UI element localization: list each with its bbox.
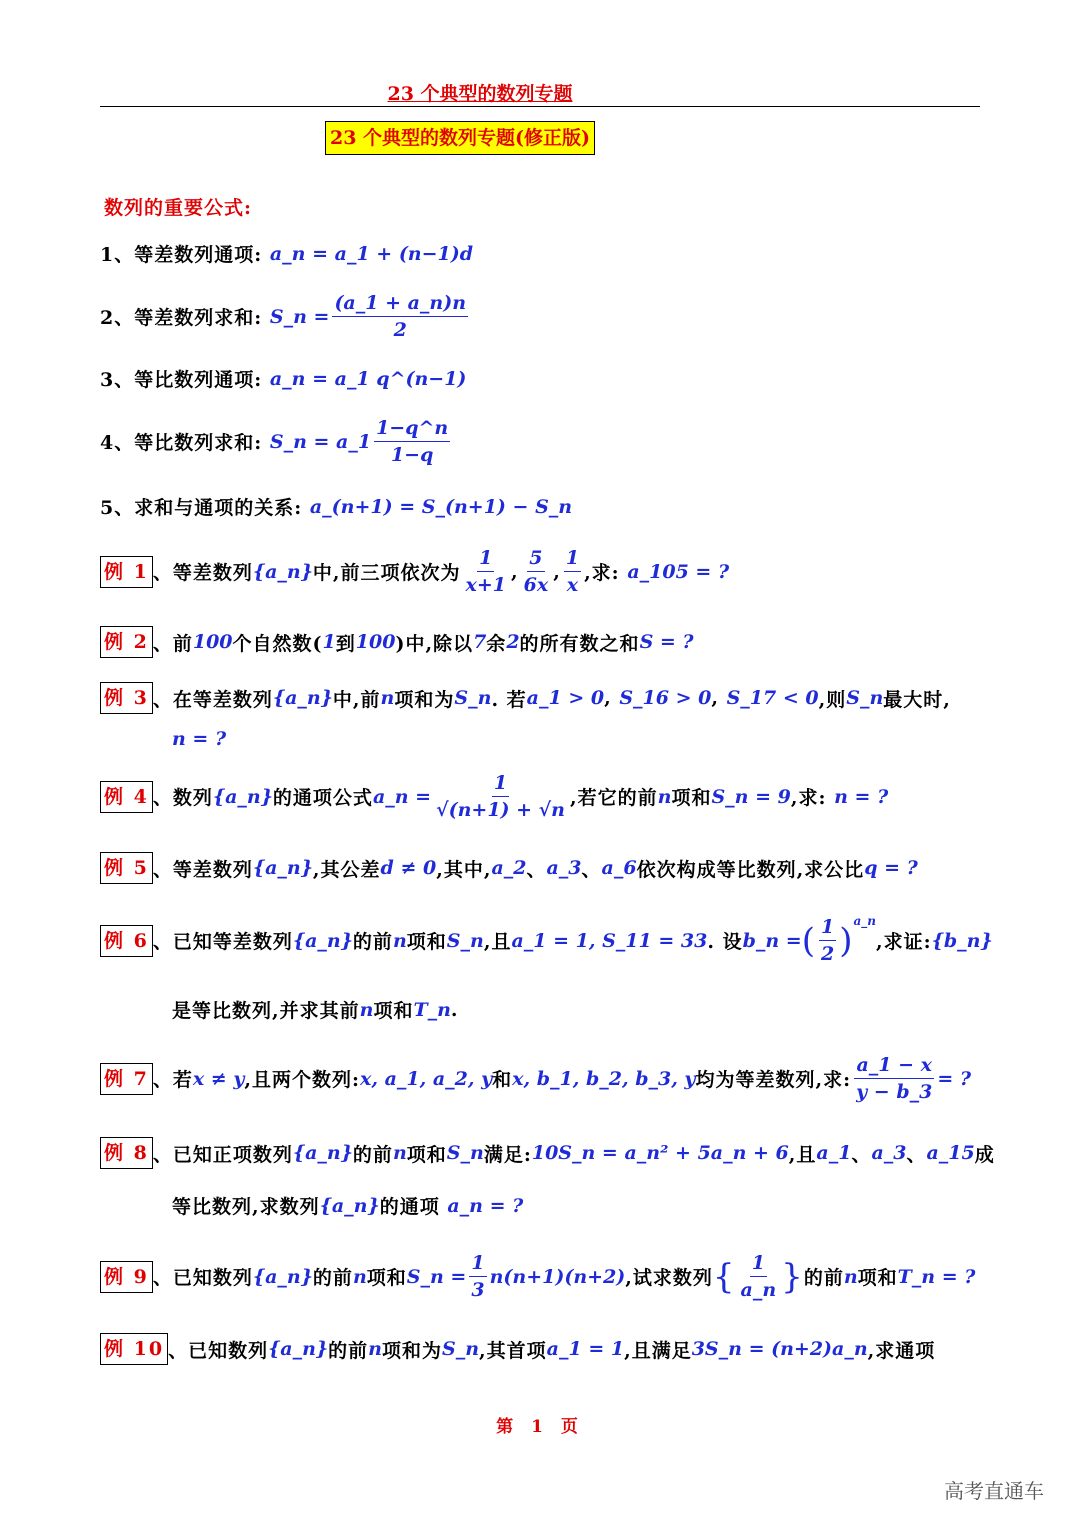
- example-text: ,且: [483, 931, 512, 953]
- example-text: 等比数列,求数列: [172, 1196, 320, 1218]
- math-expr: S_17 < 0: [726, 687, 819, 709]
- denominator: x: [566, 574, 579, 596]
- example-text: 项和: [373, 1000, 414, 1022]
- numerator: (a_1 + a_n)n: [332, 290, 468, 317]
- formula-3: [100, 365, 466, 392]
- numerator: 1−q^n: [374, 415, 450, 442]
- page-number: 第 1 页: [496, 1417, 584, 1437]
- example-text: 最大时,: [883, 688, 951, 711]
- example-text: 、: [526, 858, 547, 881]
- example-text: 的通项公式: [272, 787, 373, 809]
- math-expr: a_1 = 1, S_11 = 33: [511, 929, 708, 952]
- example-text: 项和: [857, 1267, 898, 1289]
- formula-2: [100, 290, 471, 343]
- example-text: 、已知数列: [168, 1339, 269, 1362]
- math-expr: 1: [322, 631, 336, 653]
- numerator: a_1 − x: [854, 1052, 934, 1079]
- math-expr: n: [380, 687, 395, 709]
- example-tag: 例 7: [100, 1063, 153, 1095]
- math-expr: a_2: [491, 857, 527, 879]
- section-heading: 数列的重要公式:: [104, 197, 253, 219]
- example-text: 、等差数列: [152, 858, 253, 881]
- math-expr: a_1 = 1: [546, 1338, 625, 1360]
- math-expr: a_n =: [372, 785, 432, 808]
- fraction: [854, 1052, 934, 1105]
- example-text: 余: [486, 632, 507, 655]
- formula-5: [100, 493, 572, 520]
- math-expr: 100: [355, 631, 396, 653]
- math-expr: n: [359, 998, 374, 1021]
- example-text: 依次构成等比数列,求公比: [636, 858, 865, 881]
- example-4: [100, 770, 888, 823]
- brace-left: {: [712, 1256, 736, 1297]
- formula-lhs: S_n =: [269, 305, 330, 328]
- fraction: [464, 545, 508, 598]
- example-text: 、在等差数列: [152, 688, 273, 711]
- example-tag: 例 6: [100, 925, 153, 957]
- example-10: [100, 1333, 935, 1365]
- example-tag: 例 3: [100, 682, 153, 714]
- example-6: [100, 914, 993, 967]
- math-expr: S_n = 9: [711, 785, 791, 808]
- example-text: 项和: [406, 1143, 447, 1166]
- example-text: ,且两个数列:: [244, 1069, 361, 1091]
- watermark: 高考直通车: [944, 1479, 1044, 1503]
- example-text: 项和: [406, 931, 447, 953]
- example-text: 项和: [366, 1267, 407, 1289]
- numerator: 1: [819, 914, 836, 941]
- math-expr: S_n: [446, 929, 484, 952]
- formula-lhs: S_n = a_1: [269, 430, 372, 453]
- example-9: [100, 1250, 975, 1303]
- math-expr: n = ?: [834, 785, 889, 808]
- example-text: ,求证:: [875, 931, 932, 953]
- example-text: 个自然数(: [232, 632, 323, 655]
- math-expr: {a_n}: [252, 857, 313, 879]
- math-expr: a_105 = ?: [627, 560, 730, 583]
- fraction: [469, 1250, 486, 1303]
- running-header: 23 个典型的数列专题: [387, 83, 573, 105]
- denominator: 6x: [523, 574, 549, 596]
- example-text: . 设: [707, 931, 743, 953]
- denominator: y − b_3: [856, 1081, 933, 1103]
- example-8-cont: [172, 1192, 523, 1219]
- example-text: 均为等差数列,求:: [695, 1069, 852, 1091]
- math-expr: a_15: [926, 1142, 975, 1164]
- example-tag: 例 9: [100, 1261, 153, 1293]
- math-expr: S = ?: [639, 631, 694, 653]
- fraction: [739, 1250, 779, 1303]
- math-expr: 7: [473, 631, 487, 653]
- example-text: . 若: [491, 688, 527, 711]
- fraction: [564, 545, 581, 598]
- example-2: [100, 626, 694, 658]
- example-tag: 例 1: [100, 556, 153, 588]
- formula-label: 5、求和与通项的关系:: [100, 497, 303, 519]
- example-7: [100, 1052, 971, 1105]
- formula-label: 1、等差数列通项:: [100, 244, 263, 266]
- math-expr: {a_n}: [319, 1194, 380, 1217]
- math-expr: n: [392, 1142, 407, 1164]
- example-text: ,则: [818, 688, 847, 711]
- example-tag: 例 10: [100, 1333, 168, 1365]
- math-expr: 2: [506, 631, 520, 653]
- formula-expr: a_n = a_1 + (n−1)d: [269, 242, 474, 265]
- formula-4: [100, 415, 453, 468]
- example-text: ,求:: [584, 562, 620, 584]
- example-text: ,试求数列: [625, 1267, 713, 1289]
- fraction: [374, 415, 450, 468]
- example-text: ,若它的前: [569, 787, 658, 809]
- math-expr: x ≠ y: [192, 1067, 245, 1090]
- numerator: 1: [750, 1250, 767, 1277]
- numerator: 1: [469, 1250, 486, 1277]
- title-box: 23 个典型的数列专题(修正版): [325, 121, 595, 155]
- math-expr: S_16 > 0: [619, 687, 712, 709]
- example-text: 、: [581, 858, 602, 881]
- example-text: 、数列: [152, 787, 213, 809]
- example-text: ,其首项: [479, 1339, 547, 1362]
- math-expr: = ?: [937, 1067, 971, 1090]
- paren-right: ): [839, 920, 854, 961]
- example-text: 满足:: [483, 1143, 532, 1166]
- example-text: .: [450, 998, 459, 1021]
- example-text: 、已知等差数列: [152, 931, 293, 953]
- numerator: 1: [492, 770, 509, 797]
- math-expr: S_n: [454, 687, 492, 709]
- numerator: 5: [527, 545, 544, 572]
- math-expr: d ≠ 0: [380, 857, 437, 879]
- math-expr: T_n: [413, 998, 451, 1021]
- math-expr: a_3: [546, 857, 582, 879]
- example-text: 的所有数之和: [519, 632, 640, 655]
- example-text: 项和为: [394, 688, 455, 711]
- example-tag: 例 4: [100, 781, 153, 813]
- math-expr: 3S_n = (n+2)a_n: [691, 1338, 868, 1360]
- example-text: 中,前三项依次为: [312, 562, 461, 584]
- example-text: 、: [851, 1143, 872, 1166]
- math-expr: {a_n}: [252, 1265, 313, 1288]
- example-3-cont: [172, 728, 226, 750]
- example-text: ,其中,: [436, 858, 492, 881]
- formula-label: 4、等比数列求和:: [100, 432, 263, 454]
- math-expr: n(n+1)(n+2): [489, 1265, 626, 1288]
- formula-expr: a_n = a_1 q^(n−1): [269, 367, 467, 390]
- math-expr: 100: [192, 631, 233, 653]
- example-text: ,求:: [790, 787, 827, 809]
- exponent: a_n: [853, 914, 876, 928]
- math-expr: 10S_n = a_n² + 5a_n + 6: [531, 1142, 789, 1164]
- math-expr: {a_n}: [292, 929, 353, 952]
- math-expr: a_n = ?: [447, 1194, 524, 1217]
- example-text: 的前: [312, 1267, 353, 1289]
- example-text: 项和为: [381, 1339, 442, 1362]
- math-expr: {a_n}: [252, 560, 313, 583]
- example-6-cont: [172, 996, 459, 1023]
- example-text: 、前: [152, 632, 193, 655]
- example-text: 、: [906, 1143, 927, 1166]
- math-expr: a_6: [601, 857, 637, 879]
- math-expr: S_n: [846, 687, 884, 709]
- example-text: 、已知数列: [152, 1267, 253, 1289]
- math-expr: {a_n}: [272, 687, 333, 709]
- example-text: ,求通项: [867, 1339, 936, 1362]
- math-expr: {a_n}: [292, 1142, 353, 1164]
- example-text: 是等比数列,并求其前: [172, 1000, 360, 1022]
- denominator: √(n+1) + √n: [436, 799, 565, 821]
- math-expr: n: [352, 1265, 367, 1288]
- math-expr: n: [368, 1338, 382, 1360]
- example-text: 的前: [352, 1143, 393, 1166]
- math-expr: q = ?: [864, 857, 918, 879]
- numerator: 1: [564, 545, 581, 572]
- example-text: 、已知正项数列: [152, 1143, 293, 1166]
- math-expr: a_3: [871, 1142, 907, 1164]
- example-text: )中,除以: [395, 632, 474, 655]
- math-expr: a_1: [816, 1142, 852, 1164]
- paren-left: (: [801, 920, 816, 961]
- example-text: 、若: [152, 1069, 193, 1091]
- example-8: [100, 1137, 995, 1169]
- math-expr: x, a_1, a_2, y: [360, 1067, 493, 1090]
- denominator: 3: [471, 1279, 485, 1301]
- math-expr: b_n =: [742, 929, 802, 952]
- brace-right: }: [781, 1256, 804, 1297]
- denominator: x+1: [465, 574, 507, 596]
- example-tag: 例 8: [100, 1137, 153, 1169]
- example-tag: 例 2: [100, 626, 153, 658]
- example-text: 的前: [328, 1339, 369, 1362]
- example-tag: 例 5: [100, 852, 153, 884]
- math-expr: n: [657, 785, 672, 808]
- denominator: 1−q: [390, 444, 434, 466]
- fraction: [332, 290, 468, 343]
- example-text: ,且: [788, 1143, 817, 1166]
- example-text: ,其公差: [312, 858, 381, 881]
- math-expr: S_n =: [406, 1265, 467, 1288]
- example-1: 例 1 、等差数列 {a_n} 中,前三项依次为 $\frac{1}{x+1}$ , $\frac{5}{6x}$ , $\frac{1}{x}$ ,求: a_105 = ?: [100, 545, 729, 598]
- example-text: 的前: [803, 1267, 844, 1289]
- fraction: [819, 914, 836, 967]
- denominator: 2: [820, 943, 835, 965]
- numerator: 1: [477, 545, 494, 572]
- math-expr: n: [392, 929, 407, 952]
- example-text: 中,前: [332, 688, 381, 711]
- example-text: 成: [974, 1143, 995, 1166]
- denominator: a_n: [740, 1279, 777, 1301]
- example-5: [100, 852, 918, 884]
- math-expr: a_1 > 0: [526, 687, 605, 709]
- example-text: 的通项: [379, 1196, 440, 1218]
- example-text: ,且满足: [624, 1339, 692, 1362]
- example-text: 项和: [671, 787, 712, 809]
- formula-1: [100, 240, 473, 267]
- formula-label: 3、等比数列通项:: [100, 369, 263, 391]
- math-expr: S_n: [442, 1338, 480, 1360]
- math-expr: {a_n}: [212, 785, 273, 808]
- header-rule: [100, 106, 980, 107]
- example-text: 、等差数列: [152, 562, 253, 584]
- fraction: [434, 770, 567, 823]
- example-3: 例 3 、在等差数列 {a_n} 中,前 n 项和为 S_n . 若 a_1 > 0 , S_16 > 0 , S_17 < 0 ,则 S_n 最大时,: [100, 682, 951, 714]
- math-expr: {a_n}: [268, 1338, 329, 1360]
- fraction: [522, 545, 551, 598]
- formula-label: 2、等差数列求和:: [100, 307, 263, 329]
- math-expr: {b_n}: [931, 929, 993, 952]
- example-text: 到: [335, 632, 356, 655]
- example-text: 和: [492, 1069, 513, 1091]
- math-expr: x, b_1, b_2, b_3, y: [512, 1067, 696, 1090]
- math-expr: S_n: [446, 1142, 484, 1164]
- math-expr: n: [843, 1265, 858, 1288]
- math-expr: n = ?: [172, 728, 227, 750]
- denominator: 2: [393, 319, 407, 341]
- example-text: 的前: [352, 931, 393, 953]
- math-expr: T_n = ?: [897, 1265, 976, 1288]
- formula-expr: a_(n+1) = S_(n+1) − S_n: [309, 495, 573, 518]
